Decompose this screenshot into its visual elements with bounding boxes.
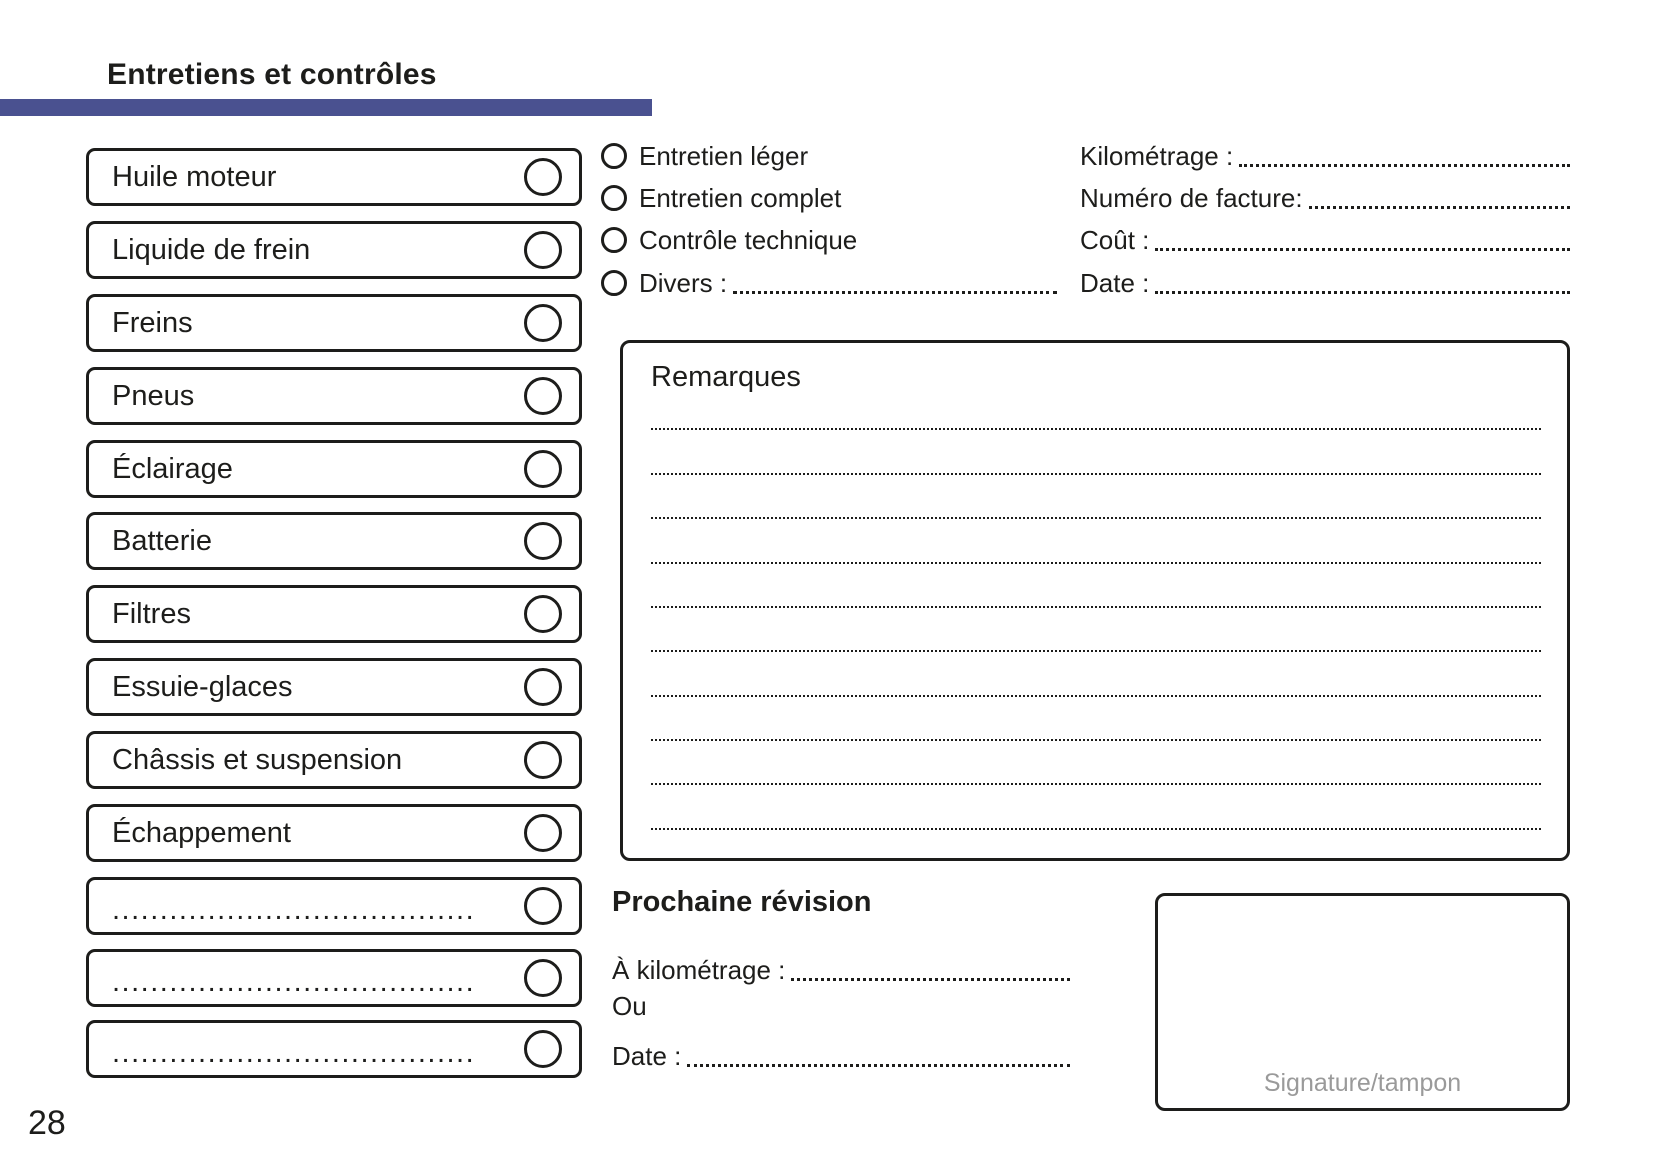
remarks-write-in-line[interactable] xyxy=(651,606,1541,608)
checklist-item-echappement xyxy=(86,804,582,862)
remarks-write-in-line[interactable] xyxy=(651,739,1541,741)
check-circle-icon[interactable] xyxy=(524,304,562,342)
remarks-title: Remarques xyxy=(651,361,801,393)
checklist-item-blank-field[interactable]: ...................................... xyxy=(112,894,476,926)
field-label: À kilométrage : xyxy=(612,954,786,985)
checklist-item-chassis-et-suspension xyxy=(86,731,582,789)
checklist-item-essuie-glaces xyxy=(86,658,582,716)
next-date-write-in-field[interactable] xyxy=(687,1064,1070,1067)
checklist-item-liquide-de-frein xyxy=(86,221,582,279)
radio-label: Contrôle technique xyxy=(639,224,858,255)
checklist-item-blank-1[interactable] xyxy=(86,877,582,935)
field-row-date xyxy=(1080,263,1570,303)
field-row-next-date xyxy=(612,1036,1070,1076)
page-title: Entretiens et contrôles xyxy=(107,58,437,91)
date-write-in-field[interactable] xyxy=(1155,291,1570,294)
radio-row-entretien-complet[interactable] xyxy=(601,178,1021,218)
check-circle-icon[interactable] xyxy=(524,450,562,488)
checklist-item-blank-field[interactable]: ...................................... xyxy=(112,1037,476,1069)
radio-label: Entretien léger xyxy=(639,140,809,171)
facture-write-in-field[interactable] xyxy=(1309,206,1570,209)
checklist-item-label: Essuie-glaces xyxy=(112,670,293,703)
checklist-item-label: Éclairage xyxy=(112,452,233,485)
field-label: Date : xyxy=(1080,267,1150,298)
check-circle-icon[interactable] xyxy=(524,522,562,560)
checklist-item-label: Filtres xyxy=(112,597,191,630)
checklist-item-eclairage xyxy=(86,440,582,498)
remarks-write-in-line[interactable] xyxy=(651,562,1541,564)
checklist-item-label: Huile moteur xyxy=(112,160,277,193)
next-km-write-in-field[interactable] xyxy=(791,978,1070,981)
check-circle-icon[interactable] xyxy=(524,377,562,415)
field-label: Coût : xyxy=(1080,224,1150,255)
cout-write-in-field[interactable] xyxy=(1155,248,1570,251)
title-accent-bar xyxy=(0,99,652,116)
checklist-item-label: Échappement xyxy=(112,816,291,849)
radio-label: Entretien complet xyxy=(639,182,842,213)
signature-box[interactable] xyxy=(1155,893,1570,1111)
radio-circle-icon[interactable] xyxy=(601,143,627,169)
checklist-item-label: Batterie xyxy=(112,524,212,557)
field-label: Date : xyxy=(612,1040,682,1071)
checklist-item-blank-2[interactable] xyxy=(86,949,582,1007)
or-label: Ou xyxy=(612,991,647,1021)
checklist-item-label: Châssis et suspension xyxy=(112,743,403,776)
checklist-item-filtres xyxy=(86,585,582,643)
radio-circle-icon[interactable] xyxy=(601,227,627,253)
radio-row-entretien-leger[interactable] xyxy=(601,136,1021,176)
radio-row-divers[interactable] xyxy=(601,263,1057,303)
remarks-write-in-line[interactable] xyxy=(651,428,1541,430)
field-row-kilometrage xyxy=(1080,136,1570,176)
remarks-write-in-line[interactable] xyxy=(651,783,1541,785)
page-number: 28 xyxy=(28,1104,66,1142)
field-label: Numéro de facture: xyxy=(1080,182,1303,213)
check-circle-icon[interactable] xyxy=(524,231,562,269)
radio-label: Divers : xyxy=(639,267,728,298)
remarks-write-in-line[interactable] xyxy=(651,517,1541,519)
checklist-item-pneus xyxy=(86,367,582,425)
field-label: Kilométrage : xyxy=(1080,140,1234,171)
checklist-item-freins xyxy=(86,294,582,352)
checklist-item-label: Pneus xyxy=(112,379,195,412)
remarks-box xyxy=(620,340,1570,861)
field-row-numero-facture xyxy=(1080,178,1570,218)
check-circle-icon[interactable] xyxy=(524,1030,562,1068)
check-circle-icon[interactable] xyxy=(524,668,562,706)
remarks-write-in-line[interactable] xyxy=(651,828,1541,830)
divers-write-in-field[interactable] xyxy=(733,291,1057,294)
check-circle-icon[interactable] xyxy=(524,741,562,779)
check-circle-icon[interactable] xyxy=(524,959,562,997)
check-circle-icon[interactable] xyxy=(524,595,562,633)
remarks-write-in-line[interactable] xyxy=(651,650,1541,652)
radio-circle-icon[interactable] xyxy=(601,270,627,296)
checklist-item-batterie xyxy=(86,512,582,570)
checklist-item-blank-field[interactable]: ...................................... xyxy=(112,966,476,998)
remarks-write-in-line[interactable] xyxy=(651,473,1541,475)
field-row-cout xyxy=(1080,220,1570,260)
checklist-item-label: Liquide de frein xyxy=(112,233,311,266)
signature-label: Signature/tampon xyxy=(1263,1069,1462,1097)
kilometrage-write-in-field[interactable] xyxy=(1239,164,1570,167)
checklist-item-huile-moteur xyxy=(86,148,582,206)
radio-circle-icon[interactable] xyxy=(601,185,627,211)
field-row-a-kilometrage xyxy=(612,950,1070,990)
remarks-write-in-line[interactable] xyxy=(651,695,1541,697)
check-circle-icon[interactable] xyxy=(524,814,562,852)
radio-row-controle-technique[interactable] xyxy=(601,220,1021,260)
checklist-item-label: Freins xyxy=(112,306,193,339)
checklist-item-blank-3[interactable] xyxy=(86,1020,582,1078)
check-circle-icon[interactable] xyxy=(524,887,562,925)
next-service-title: Prochaine révision xyxy=(612,886,872,918)
check-circle-icon[interactable] xyxy=(524,158,562,196)
